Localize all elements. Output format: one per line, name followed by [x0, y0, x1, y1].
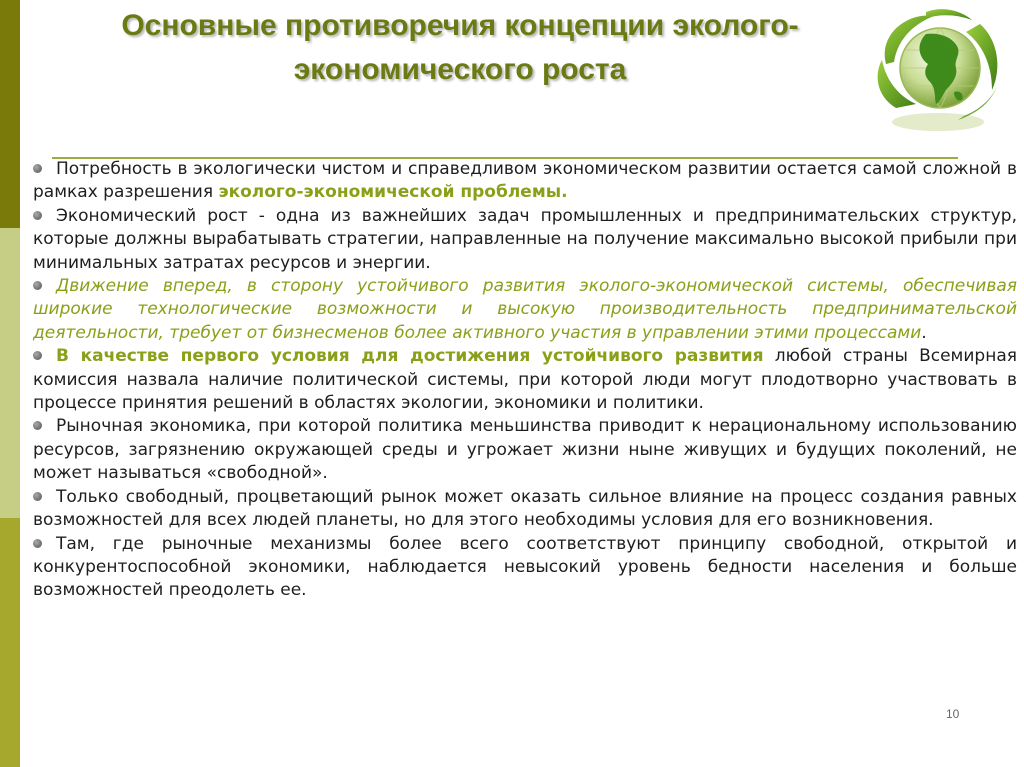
bullet-item-3: [33, 275, 1017, 345]
bullet-dot-icon: [33, 164, 42, 173]
bullet-item-4: [33, 345, 1017, 415]
sidebar-stripe: [0, 0, 20, 767]
globe-with-leaves-icon: [868, 4, 1008, 136]
slide-body: [33, 158, 1017, 603]
bullet-item-7: [33, 533, 1017, 603]
bullet-text: Экономический рост - одна из важнейших задач промышленных и предпринимательских структур, которые должны вырабатывать стратегии, направленные на получение максимально высокой прибыли при минимальных затратах ресурсов и энергии.: [33, 205, 1017, 273]
page-number: 10: [946, 707, 960, 721]
bullet-dot-icon: [33, 351, 42, 360]
bullet-dot-icon: [33, 539, 42, 548]
bullet-item-2: [33, 205, 1017, 275]
bullet-dot-icon: [33, 211, 42, 220]
bullet-text-rest: любой страны Всемирная комиссия назвала наличие политической системы, при которой люди могут плодотворно участвовать в процессе принятия решений в областях экологии, экономики и политики.: [33, 346, 1017, 414]
bullet-italic-text: Движение вперед, в сторону устойчивого развития эколого-экономической системы, обеспечивая широкие технологические возможности и высокую производительность предпринимательской деятельности, требует от бизнесменов более активного участия в управлении этими процессами: [33, 276, 1017, 343]
bullet-text: Потребность в экологически чистом и справедливом экономическом развитии остается самой сложной в рамках разрешения: [33, 159, 1017, 203]
sidebar-segment-bottom: [0, 518, 20, 767]
slide-title-line-1: Основные противоречия концепции эколого-: [121, 9, 799, 42]
bullet-text: Там, где рыночные механизмы более всего соответствуют принципу свободной, открытой и конкурентоспособной экономики, наблюдается невысокий уровень бедности населения и больше возможностей преодолеть ее.: [33, 533, 1017, 601]
bullet-item-6: [33, 486, 1017, 533]
bullet-dot-icon: [33, 421, 42, 430]
bullet-dot-icon: [33, 281, 42, 290]
bullet-item-5: [33, 415, 1017, 485]
bullet-item-1: [33, 158, 1017, 205]
bullet-text: Только свободный, процветающий рынок может оказать сильное влияние на процесс создания равных возможностей для всех людей планеты, но для этого необходимы условия для его возникновения.: [33, 486, 1017, 531]
bullet-highlight: В качестве первого условия для достижения устойчивого развития: [56, 346, 764, 367]
bullet-text-rest: .: [921, 322, 927, 343]
sidebar-segment-top: [0, 0, 20, 228]
slide-title: [40, 4, 880, 92]
bullet-highlight: эколого-экономической проблемы.: [218, 182, 568, 203]
slide-title-line-2: экономического роста: [293, 53, 627, 86]
sidebar-segment-middle: [0, 228, 20, 518]
bullet-dot-icon: [33, 492, 42, 501]
bullet-text: Рыночная экономика, при которой политика меньшинства приводит к нерациональному использованию ресурсов, загрязнению окружающей среды и угрожает жизни ныне живущих и будущих поколений, не может называться «свободной».: [33, 416, 1017, 484]
